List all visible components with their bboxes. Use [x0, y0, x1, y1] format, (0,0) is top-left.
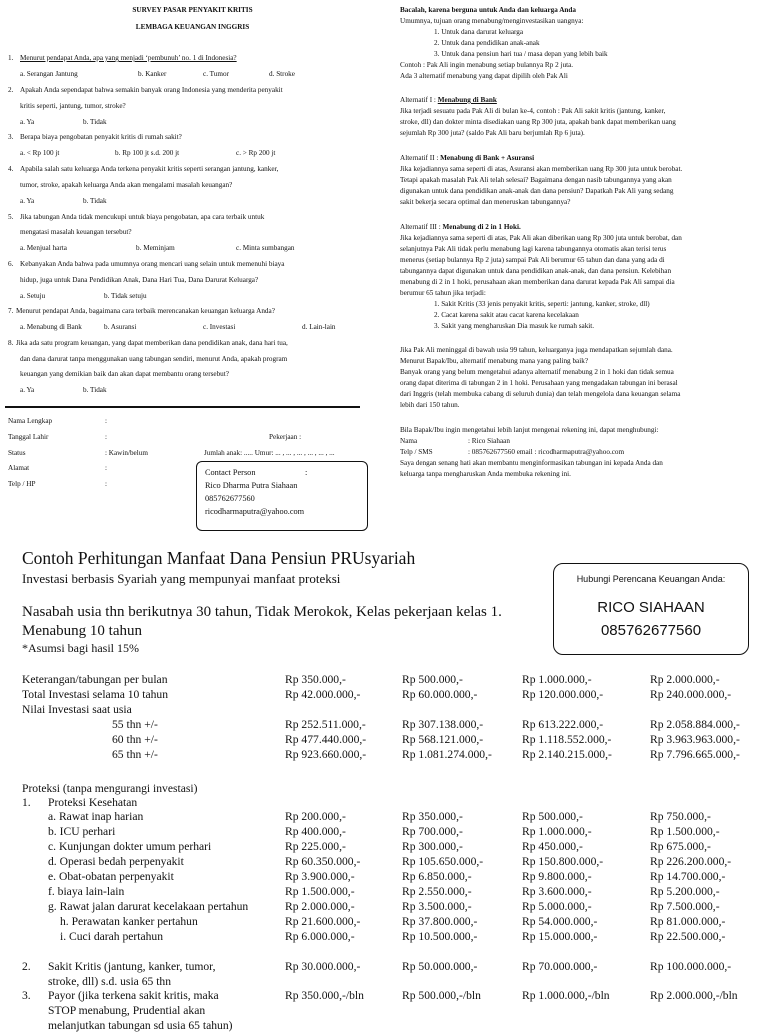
cell-value: Rp 350.000,-	[285, 673, 346, 686]
cell-value: Rp 54.000.000,-	[522, 915, 598, 928]
para2-line: Jika Pak Ali meninggal di bawah usia 99 tahun, keluarganya juga mendapatkan sejumlah dana.	[400, 346, 673, 354]
form-label-name: Nama Lengkap	[8, 417, 53, 425]
cell-value: Rp 1.000.000,-	[522, 673, 592, 686]
q4-number: 4.	[8, 165, 14, 173]
cell-value: Rp 350.000,-	[402, 810, 463, 823]
q2-text-line2: kritis seperti, jantung, tumor, stroke?	[20, 102, 126, 110]
cell-value: Rp 7.500.000,-	[650, 900, 720, 913]
row-label: Total Investasi selama 10 tahun	[22, 688, 169, 701]
alt3-prefix: Alternatif III :	[400, 223, 443, 231]
cell-value: Rp 81.000.000,-	[650, 915, 726, 928]
contact-email[interactable]: ricodharmaputra@yahoo.com	[205, 507, 305, 516]
cell-value: Rp 100.000.000,-	[650, 960, 732, 973]
cell-value: Rp 60.000.000,-	[402, 688, 478, 701]
explanation-heading: Bacalah, karena berguna untuk Anda dan keluarga Anda	[400, 6, 577, 14]
form-status-value: : Kawin/belum	[105, 449, 148, 457]
cell-value: Rp 9.800.000,-	[522, 870, 592, 883]
cell-value: Rp 2.058.884.000,-	[650, 718, 740, 731]
form-label-phone: Telp / HP	[8, 480, 36, 488]
section-divider	[5, 406, 360, 408]
goal-item: 1. Untuk dana darurat keluarga	[434, 28, 524, 36]
cell-value: Rp 568.121.000,-	[402, 733, 484, 746]
cell-value: Rp 120.000.000,-	[522, 688, 604, 701]
q3-text: Berapa biaya pengobatan penyakit kritis di rumah sakit?	[20, 133, 182, 141]
alt1-heading	[400, 95, 497, 105]
cell-value: Rp 500.000,-	[522, 810, 583, 823]
cell-value: Rp 300.000,-	[402, 840, 463, 853]
q7-option-c[interactable]: c. Investasi	[203, 323, 236, 331]
protection-number: 1.	[22, 796, 31, 809]
cell-value: Rp 14.700.000,-	[650, 870, 726, 883]
cell-value: Rp 42.000.000,-	[285, 688, 361, 701]
q5-text-line1: Jika tabungan Anda tidak mencukupi untuk biaya pengobatan, apa cara terbaik untuk	[20, 213, 265, 221]
goal-item: 2. Untuk dana pendidikan anak-anak	[434, 39, 540, 47]
alt1-text: sejumlah Rp 300 juta? (saldo Pak Ali baru berjumlah Rp 6 juta).	[400, 129, 585, 137]
q4-text-line2: tumor, stroke, apakah keluarga Anda akan mengalami masalah keuangan?	[20, 181, 233, 189]
example-line2: Ada 3 alternatif menabung yang dapat dipilih oleh Pak Ali	[400, 72, 568, 80]
alt3-text: berumur 65 tahun jika terjadi:	[400, 289, 486, 297]
goal-item: 3. Untuk dana pensiun hari tua / masa depan yang lebih baik	[434, 50, 608, 58]
q3-option-b[interactable]: b. Rp 100 jt s.d. 200 jt	[115, 149, 180, 157]
cell-value: Rp 50.000.000,-	[402, 960, 478, 973]
q7-number: 7.	[8, 307, 14, 315]
closing-line: Saya dengan senang hati akan membantu menginformasikan tabungan ini kepada Anda dan	[400, 459, 663, 467]
cell-value: Rp 350.000,-/bln	[285, 989, 364, 1002]
q8-number: 8.	[8, 339, 14, 347]
alt1-title: Menabung di Bank	[437, 96, 497, 104]
cell-value: Rp 150.800.000,-	[522, 855, 604, 868]
survey-title: SURVEY PASAR PENYAKIT KRITIS	[132, 6, 253, 14]
protection-heading: melanjutkan tabungan sd usia 65 tahun)	[48, 1019, 233, 1032]
advisor-name: RICO SIAHAAN	[597, 599, 705, 616]
cell-value: Rp 2.000.000,-	[285, 900, 355, 913]
cell-value: Rp 15.000.000,-	[522, 930, 598, 943]
cell-value: Rp 252.511.000,-	[285, 718, 366, 731]
cell-value: Rp 3.500.000,-	[402, 900, 472, 913]
cell-value: Rp 70.000.000,-	[522, 960, 598, 973]
q8-text-line3: keuangan yang demikian baik dan akan dapat membantu orang tersebut?	[20, 370, 229, 378]
alt3-heading	[400, 222, 521, 232]
alt3-list-item: 1. Sakit Kritis (33 jenis penyakit kritis, seperti: jantung, kanker, stroke, dll)	[434, 300, 650, 308]
q1-option-c[interactable]: c. Tumor	[203, 70, 229, 78]
alt3-text: selanjutnya Pak Ali tidak perlu menabung lagi karena tabungannya otomatis akan terisi terus	[400, 245, 667, 253]
survey-subtitle: LEMBAGA KEUANGAN INGGRIS	[135, 23, 250, 31]
q8-option-b[interactable]: b. Tidak	[83, 386, 107, 394]
cell-value: Rp 400.000,-	[285, 825, 346, 838]
cell-value: Rp 2.000.000,-	[650, 673, 720, 686]
cell-value: Rp 750.000,-	[650, 810, 711, 823]
cell-value: Rp 307.138.000,-	[402, 718, 484, 731]
row-label: i. Cuci darah pertahun	[60, 930, 164, 943]
alt3-title: Menabung di 2 in 1 Hoki.	[442, 223, 521, 231]
contact-label: Contact Person	[205, 468, 256, 477]
row-label: c. Kunjungan dokter umum perhari	[48, 840, 212, 853]
alt3-list-item: 2. Cacat karena sakit atau cacat karena kecelakaan	[434, 311, 579, 319]
contact-box	[196, 461, 368, 531]
q2-option-b[interactable]: b. Tidak	[83, 118, 107, 126]
q6-text-line1: Kebanyakan Anda bahwa pada umumnya orang mencari uang selain untuk memenuhi biaya	[20, 260, 285, 268]
cell-value: Rp 105.650.000,-	[402, 855, 484, 868]
alt2-title: Menabung di Bank + Asuransi	[440, 154, 535, 162]
form-colon-phone: :	[105, 480, 107, 488]
cell-value: Rp 6.000.000,-	[285, 930, 355, 943]
alt3-text: menabung di 2 in 1 hoki, perusahaan akan memberikan dana darurat kepada Pak Ali sampai dia	[400, 278, 675, 286]
advisor-box	[553, 563, 749, 655]
alt1-text: stroke, dll) dan dokter minta disediakan uang Rp 300 juta, apakah bank dapat memberikan uang	[400, 118, 676, 126]
q6-number: 6.	[8, 260, 14, 268]
q5-number: 5.	[8, 213, 14, 221]
form-colon-name: :	[105, 417, 107, 425]
q4-option-b[interactable]: b. Tidak	[83, 197, 107, 205]
cell-value: Rp 226.200.000,-	[650, 855, 732, 868]
row-label: Nilai Investasi saat usia	[22, 703, 132, 716]
q5-option-a[interactable]: a. Menjual harta	[20, 244, 67, 252]
contact-intro: Bila Bapak/Ibu ingin mengetahui lebih lanjut mengenai rekening ini, dapat menghubungi:	[400, 426, 659, 434]
alt3-text: tabungannya dapat digunakan untuk dana pendidikan anak-anak, dan dana pensiun. Kelebihan	[400, 267, 672, 275]
q6-option-b[interactable]: b. Tidak setuju	[104, 292, 147, 300]
cell-value: Rp 700.000,-	[402, 825, 463, 838]
case-line2: Menabung 10 tahun	[22, 623, 142, 639]
contact-phone: 085762677560	[205, 494, 255, 503]
q4-text-line1: Apabila salah satu keluarga Anda terkena penyakit kritis seperti serangan jantung, kanker,	[20, 165, 279, 173]
cell-value: Rp 500.000,-/bln	[402, 989, 481, 1002]
advisor-phone[interactable]: 085762677560	[600, 622, 702, 639]
alt2-text: Tetapi apakah masalah Pak Ali telah selesai? Bagaimana dengan nasib tabungannya yang akan	[400, 176, 672, 184]
alt2-text: sakit bekerja secara optimal dan meneruskan tabungannya?	[400, 198, 571, 206]
cell-value: Rp 3.900.000,-	[285, 870, 355, 883]
explanation-intro: Umumnya, tujuan orang menabung/menginvestasikan uangnya:	[400, 17, 584, 25]
row-label: b. ICU perhari	[48, 825, 116, 838]
protection-heading: STOP menabung, Prudential akan	[48, 1004, 206, 1017]
row-label: 55 thn +/-	[112, 718, 158, 731]
contact-name: Rico Dharma Putra Siahaan	[205, 481, 298, 490]
alt2-text: Jika kejadiannya sama seperti di atas, Asuransi akan memberikan uang Rp 300 juta untuk berobat.	[400, 165, 683, 173]
para2-line: lebih dari 150 tahun.	[400, 401, 460, 409]
protection-heading: stroke, dll) s.d. usia 65 thn	[48, 975, 172, 988]
form-label-dob: Tanggal Lahir	[8, 433, 49, 441]
row-label: g. Rawat jalan darurat kecelakaan pertahun	[48, 900, 249, 913]
cell-value: Rp 3.963.963.000,-	[650, 733, 740, 746]
q1-option-d[interactable]: d. Stroke	[269, 70, 295, 78]
cell-value: Rp 10.500.000,-	[402, 930, 478, 943]
q3-number: 3.	[8, 133, 14, 141]
cell-value: Rp 21.600.000,-	[285, 915, 361, 928]
protection-heading: Sakit Kritis (jantung, kanker, tumor,	[48, 960, 216, 973]
q1-option-a[interactable]: a. Serangan Jantung	[20, 70, 78, 78]
form-colon-address: :	[105, 464, 107, 472]
row-label: f. biaya lain-lain	[48, 885, 125, 898]
contact-phone-label: Telp / SMS	[400, 448, 433, 456]
form-label-job: Pekerjaan :	[269, 433, 302, 441]
q7-option-d[interactable]: d. Lain-lain	[302, 323, 336, 331]
row-label: 65 thn +/-	[112, 748, 158, 761]
q5-text-line2: mengatasi masalah keuangan tersebut?	[20, 228, 132, 236]
form-label-status: Status	[8, 449, 26, 457]
q3-option-a[interactable]: a. < Rp 100 jt	[20, 149, 60, 157]
form-children: Jumlah anak: ..... Umur: ... , ... , ... , ... , ... , ...	[204, 449, 335, 457]
cell-value: Rp 225.000,-	[285, 840, 346, 853]
q4-option-a[interactable]: a. Ya	[20, 197, 35, 205]
alt1-prefix: Alternatif I :	[400, 96, 438, 104]
para2-line: Menurut Bapak/Ibu, alternatif menabung mana yang paling baik?	[400, 357, 589, 365]
row-label: 60 thn +/-	[112, 733, 158, 746]
q2-text-line1: Apakah Anda sependapat bahwa semakin banyak orang Indonesia yang menderita penyakit	[20, 86, 283, 94]
cell-value: Rp 5.000.000,-	[522, 900, 592, 913]
form-colon-dob: :	[105, 433, 107, 441]
row-label: d. Operasi bedah perpenyakit	[48, 855, 184, 868]
para2-line: dari Inggris (telah membuka cabang di seluruh dunia) dan telah mengelola dana keuangan selama	[400, 390, 681, 398]
cell-value: Rp 1.081.274.000,-	[402, 748, 492, 761]
protection-title: Proteksi (tanpa mengurangi investasi)	[22, 782, 198, 795]
cell-value: Rp 450.000,-	[522, 840, 583, 853]
q2-number: 2.	[8, 86, 14, 94]
contact-name-label: Nama	[400, 437, 418, 445]
q2-option-a[interactable]: a. Ya	[20, 118, 35, 126]
contact-phone-value[interactable]: : 085762677560 email : ricodharmaputra@yahoo.com	[468, 448, 625, 456]
cell-value: Rp 1.000.000,-/bln	[522, 989, 610, 1002]
cell-value: Rp 22.500.000,-	[650, 930, 726, 943]
contact-colon: :	[305, 468, 308, 477]
cell-value: Rp 1.118.552.000,-	[522, 733, 612, 746]
cell-value: Rp 477.440.000,-	[285, 733, 367, 746]
cell-value: Rp 1.500.000,-	[650, 825, 720, 838]
cell-value: Rp 7.796.665.000,-	[650, 748, 740, 761]
q6-text-line2: hidup, juga untuk Dana Pendidikan Anak, Dana Hari Tua, Dana Darurat Keluarga?	[20, 276, 259, 284]
protection-heading: Payor (jika terkena sakit kritis, maka	[48, 989, 219, 1002]
cell-value: Rp 1.500.000,-	[285, 885, 355, 898]
cell-value: Rp 613.222.000,-	[522, 718, 604, 731]
cell-value: Rp 60.350.000,-	[285, 855, 361, 868]
cell-value: Rp 500.000,-	[402, 673, 463, 686]
cell-value: Rp 30.000.000,-	[285, 960, 361, 973]
alt1-text: Jika terjadi sesuatu pada Pak Ali di bulan ke-4, contoh : Pak Ali sakit kritis (jantung, kanker,	[400, 107, 666, 115]
form-label-address: Alamat	[8, 464, 30, 472]
cell-value: Rp 2.000.000,-/bln	[650, 989, 738, 1002]
alt3-text: Jika kejadiannya sama seperti di atas, Pak Ali akan diberikan uang Rp 300 juta untuk berobat, dan	[400, 234, 682, 242]
cell-value: Rp 923.660.000,-	[285, 748, 367, 761]
closing-line: keluarga tanpa mengharuskan Anda membuka rekening ini.	[400, 470, 571, 478]
q3-option-c[interactable]: c. > Rp 200 jt	[236, 149, 276, 157]
q7-option-b[interactable]: b. Asuransi	[104, 323, 137, 331]
q6-option-a[interactable]: a. Setuju	[20, 292, 46, 300]
case-line1: Nasabah usia thn berikutnya 30 tahun, Tidak Merokok, Kelas pekerjaan kelas 1.	[22, 604, 502, 620]
q8-option-a[interactable]: a. Ya	[20, 386, 35, 394]
q7-text: Menurut pendapat Anda, bagaimana cara terbaik merencanakan keuangan keluarga Anda?	[16, 307, 275, 315]
assumption-note: *Asumsi bagi hasil 15%	[22, 641, 139, 655]
row-label: Keterangan/tabungan per bulan	[22, 673, 168, 686]
cell-value: Rp 6.850.000,-	[402, 870, 472, 883]
cell-value: Rp 1.000.000,-	[522, 825, 592, 838]
protection-number: 3.	[22, 989, 31, 1002]
q8-text-line2: dan dana darurat tanpa menggunakan uang tabungan sendiri, menurut Anda, apakah program	[20, 355, 288, 363]
cell-value: Rp 3.600.000,-	[522, 885, 592, 898]
pension-subtitle: Investasi berbasis Syariah yang mempunyai manfaat proteksi	[22, 571, 341, 586]
row-label: e. Obat-obatan perpenyakit	[48, 870, 174, 883]
q1-option-b[interactable]: b. Kanker	[138, 70, 167, 78]
cell-value: Rp 240.000.000,-	[650, 688, 732, 701]
cell-value: Rp 2.550.000,-	[402, 885, 472, 898]
q5-option-b[interactable]: b. Meminjam	[136, 244, 175, 252]
alt3-text: menerus (setiap bulannya Rp 2 juta) sampai Pak Ali berumur 65 tahun dan dana yang ada di	[400, 256, 665, 264]
para2-line: orang dapat diterima di tabungan 2 in 1 hoki. Perusahaan yang mengadakan tabungan ini berasal	[400, 379, 678, 387]
cell-value: Rp 37.800.000,-	[402, 915, 478, 928]
row-label: a. Rawat inap harian	[48, 810, 144, 823]
cell-value: Rp 675.000,-	[650, 840, 711, 853]
protection-number: 2.	[22, 960, 31, 973]
example-line1: Contoh : Pak Ali ingin menabung setiap bulannya Rp 2 juta.	[400, 61, 574, 69]
alt2-text: digunakan untuk dana pendidikan anak-anak dan dana pensiun? Dapatkah Pak Ali yang sedang	[400, 187, 674, 195]
q5-option-c[interactable]: c. Minta sumbangan	[236, 244, 295, 252]
cell-value: Rp 5.200.000,-	[650, 885, 720, 898]
alt2-heading	[400, 153, 534, 163]
q1-number: 1.	[8, 54, 14, 62]
cell-value: Rp 200.000,-	[285, 810, 346, 823]
q1-text: Menurut pendapat Anda, apa yang menjadi ‘pembunuh’ no. 1 di Indonesia?	[20, 54, 237, 62]
cell-value: Rp 2.140.215.000,-	[522, 748, 612, 761]
para2-line: Banyak orang yang belum mengetahui adanya alternatif menabung 2 in 1 hoki dan tidak semua	[400, 368, 674, 376]
q7-option-a[interactable]: a. Menabung di Bank	[20, 323, 82, 331]
protection-heading: Proteksi Kesehatan	[48, 796, 138, 809]
alt3-list-item: 3. Sakit yang mengharuskan Dia masuk ke rumah sakit.	[434, 322, 595, 330]
contact-name-value: : Rico Siahaan	[468, 437, 510, 445]
alt2-prefix: Alternatif II :	[400, 154, 441, 162]
row-label: h. Perawatan kanker pertahun	[60, 915, 198, 928]
advisor-label: Hubungi Perencana Keuangan Anda:	[576, 574, 726, 584]
pension-title: Contoh Perhitungan Manfaat Dana Pensiun PRUsyariah	[22, 548, 416, 568]
q8-text-line1: Jika ada satu program keuangan, yang dapat memberikan dana pendidikan anak, dana hari tua,	[16, 339, 288, 347]
